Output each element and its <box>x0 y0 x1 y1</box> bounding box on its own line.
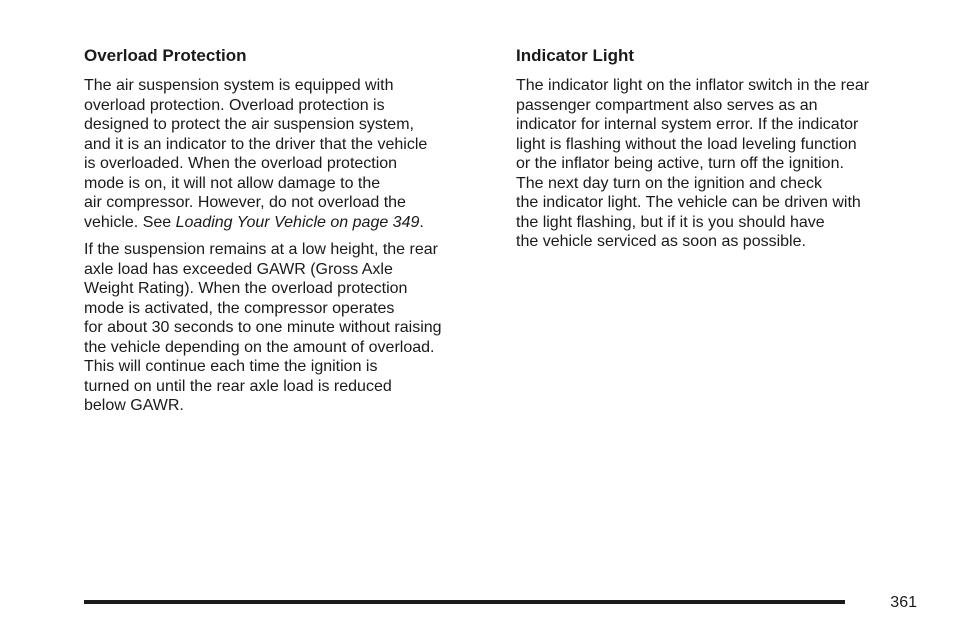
text-line: for about 30 seconds to one minute without raising <box>84 319 442 336</box>
text-line: designed to protect the air suspension system, <box>84 116 414 133</box>
text-line: mode is on, it will not allow damage to the <box>84 174 381 192</box>
text-line: indicator for internal system error. If the indicator <box>516 116 859 133</box>
text-line: turned on until the rear axle load is reduced <box>84 377 392 395</box>
text-line: the light flashing, but if it is you should have <box>516 213 825 231</box>
text-line: the vehicle depending on the amount of overload. <box>84 338 435 356</box>
text-fragment: vehicle. See <box>84 213 176 231</box>
text-line: below GAWR. <box>84 397 184 414</box>
text-line: passenger compartment also serves as an <box>516 96 818 114</box>
text-line: is overloaded. When the overload protection <box>84 155 398 172</box>
cross-reference-link[interactable]: Loading Your Vehicle on page 349 <box>175 213 420 231</box>
text-line: the indicator light. The vehicle can be driven with <box>516 194 861 211</box>
paragraph-indicator-light <box>516 76 926 252</box>
text-line: Weight Rating). When the overload protection <box>84 280 408 297</box>
text-line: the vehicle serviced as soon as possible. <box>516 233 806 250</box>
left-column <box>84 45 494 424</box>
text-line: overload protection. Overload protection is <box>84 96 385 114</box>
section-heading-indicator-light: Indicator Light <box>516 46 635 65</box>
text-line: or the inflator being active, turn off the ignition. <box>516 155 844 172</box>
text-fragment: . <box>419 213 424 231</box>
text-line: The indicator light on the inflator switch in the rear <box>516 77 870 94</box>
text-line: light is flashing without the load leveling function <box>516 135 857 153</box>
text-line: The next day turn on the ignition and check <box>516 174 822 192</box>
text-line: The air suspension system is equipped with <box>84 77 394 94</box>
paragraph-overload-protection-details <box>84 240 494 416</box>
text-line: This will continue each time the ignition is <box>84 358 378 375</box>
text-line: axle load has exceeded GAWR (Gross Axle <box>84 260 393 278</box>
text-line: and it is an indicator to the driver that the vehicle <box>84 135 428 153</box>
right-column <box>516 45 926 260</box>
paragraph-overload-protection-intro <box>84 76 494 232</box>
section-heading-overload-protection: Overload Protection <box>84 46 247 65</box>
footer-rule <box>84 600 845 604</box>
text-line: air compressor. However, do not overload the <box>84 194 406 211</box>
text-line: If the suspension remains at a low height, the rear <box>84 241 438 258</box>
page-number: 361 <box>890 594 917 611</box>
text-line: mode is activated, the compressor operates <box>84 299 395 317</box>
text-line-with-reference <box>84 213 494 233</box>
